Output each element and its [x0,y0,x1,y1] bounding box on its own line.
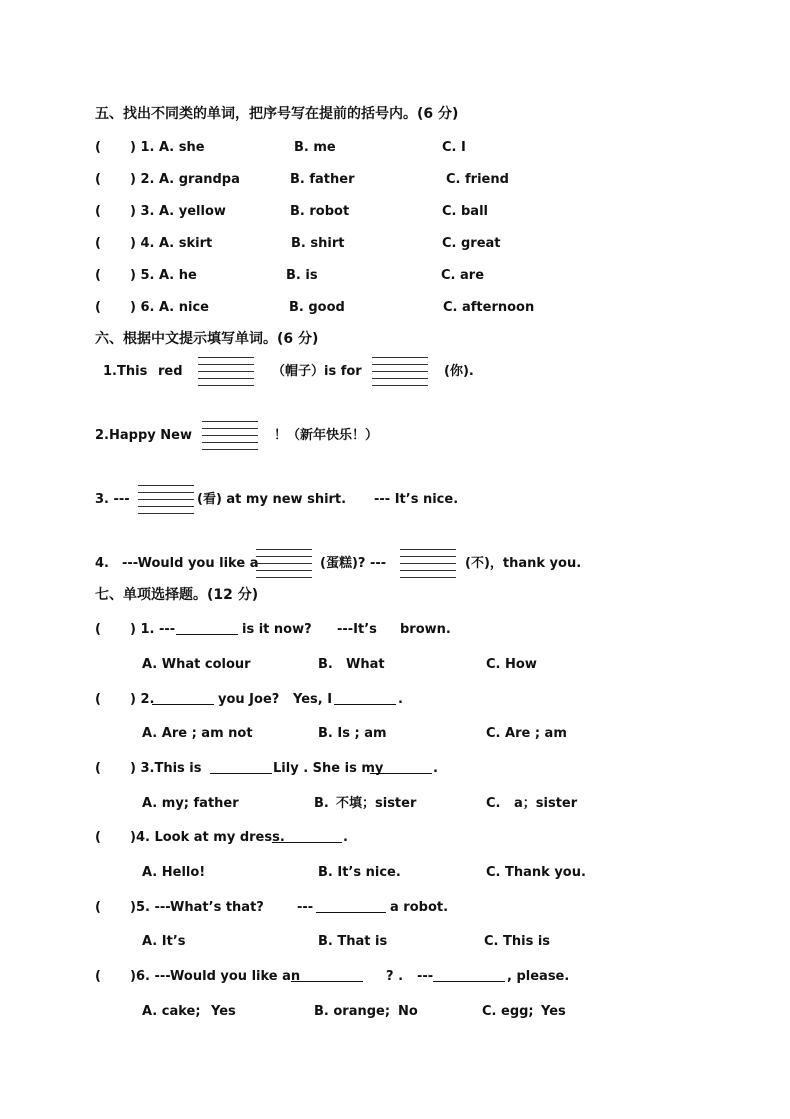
option-b: B. robot [290,204,350,219]
option-a: A. What colour [142,657,251,672]
question-text: ? . [386,969,404,984]
option-c: C. [486,796,501,811]
question-text: )5. ---What’s that? [130,900,264,915]
answer-bracket[interactable]: ( [95,236,101,251]
option-c: C. egg; [482,1004,534,1019]
question-text: ) 3. A. yellow [130,204,226,219]
answer-bracket[interactable]: ( [95,204,101,219]
fill-q4-text-3: (不)，thank you. [465,556,582,571]
writing-lines-cake[interactable] [256,549,312,579]
answer-blank[interactable] [316,900,386,913]
question-text: ) 1. --- [130,622,176,637]
question-text: ) 2. [130,692,155,707]
question-text: --- [417,969,434,984]
answer-blank[interactable] [334,692,396,705]
question-text: ) 3.This is [130,761,202,776]
option-b: B. [318,657,333,672]
question-text: ) 4. A. skirt [130,236,213,251]
section5-heading: 五、找出不同类的单词，把序号写在提前的括号内。(6 分) [95,106,459,122]
answer-blank[interactable] [210,761,272,774]
option-a: A. my; father [142,796,239,811]
answer-bracket[interactable]: ( [95,268,101,283]
fill-q1-text-2: red [158,364,183,379]
option-b: B. shirt [291,236,345,251]
fill-q4-text-2: (蛋糕)? --- [320,556,387,571]
answer-blank[interactable] [370,761,432,774]
question-text: a robot. [390,900,449,915]
option-b-text: What [346,657,385,672]
answer-blank[interactable] [152,692,214,705]
question-text: ) 6. A. nice [130,300,209,315]
question-text: . [343,830,348,845]
fill-q3-text-1: 3. --- [95,492,130,507]
option-b: B. orange; [314,1004,391,1019]
fill-q2-text-2: ！（新年快乐！） [274,428,379,443]
fill-q1-text-1: 1.This [103,364,148,379]
answer-blank[interactable] [272,830,342,843]
answer-bracket[interactable]: ( [95,300,101,315]
question-text: Lily . She is my [273,761,384,776]
option-c: C. Thank you. [486,865,586,880]
option-a-text: Yes [211,1004,236,1019]
answer-blank[interactable] [291,969,363,982]
question-text: . [398,692,403,707]
question-text: brown. [400,622,451,637]
option-c-text: a；sister [514,796,578,811]
question-text: is it now? [242,622,312,637]
fill-q4-text-1: ---Would you like a [122,556,259,571]
question-text: ) 5. A. he [130,268,197,283]
option-a: A. It’s [142,934,186,949]
writing-lines-no[interactable] [400,549,456,579]
option-b: B. It’s nice. [318,865,401,880]
option-a: A. Are ; am not [142,726,253,741]
answer-bracket[interactable]: ( [95,900,101,915]
question-text: ) 2. A. grandpa [130,172,240,187]
question-text: , please. [507,969,570,984]
question-text: . [433,761,438,776]
option-b: B. me [294,140,336,155]
option-b: B. good [289,300,345,315]
answer-blank[interactable] [176,622,238,635]
writing-lines-hat[interactable] [198,357,254,387]
writing-lines-you[interactable] [372,357,428,387]
option-c: C. great [442,236,501,251]
option-c: C. ball [442,204,488,219]
question-text: Yes, I [293,692,333,707]
answer-bracket[interactable]: ( [95,830,101,845]
answer-bracket[interactable]: ( [95,172,101,187]
option-c: C. are [441,268,485,283]
question-text: )4. Look at my dress. [130,830,285,845]
writing-lines-look[interactable] [138,485,194,515]
question-text: ) 1. A. she [130,140,205,155]
option-c: C. I [442,140,466,155]
option-b: B. That is [318,934,388,949]
answer-bracket[interactable]: ( [95,969,101,984]
answer-bracket[interactable]: ( [95,140,101,155]
option-b-text: 不填；sister [336,796,417,811]
answer-bracket[interactable]: ( [95,622,101,637]
question-text: you Joe? [218,692,280,707]
section7-heading: 七、单项选择题。(12 分) [95,587,259,603]
fill-q1-text-3: （帽子）is for [272,364,362,379]
option-b: B. is [286,268,318,283]
question-text: --- [297,900,314,915]
fill-q2-text-1: 2.Happy New [95,428,192,443]
question-text: )6. ---Would you like an [130,969,301,984]
option-b: B. Is ; am [318,726,387,741]
answer-bracket[interactable]: ( [95,761,101,776]
section6-heading: 六、根据中文提示填写单词。(6 分) [95,331,319,347]
option-b: B. father [290,172,355,187]
option-c: C. friend [446,172,509,187]
answer-blank[interactable] [433,969,505,982]
option-c: C. Are ; am [486,726,567,741]
fill-q3-text-2: (看) at my new shirt. [197,492,347,507]
option-b-text: No [398,1004,418,1019]
option-c: C. How [486,657,537,672]
option-c: C. This is [484,934,551,949]
fill-q3-text-3: --- It’s nice. [374,492,459,507]
fill-q4-number: 4. [95,556,109,571]
option-a: A. cake; [142,1004,201,1019]
fill-q1-text-4: (你). [444,364,474,379]
option-c-text: Yes [541,1004,566,1019]
option-b: B. [314,796,329,811]
option-c: C. afternoon [443,300,535,315]
question-text: ---It’s [337,622,377,637]
writing-lines-year[interactable] [202,421,258,451]
answer-bracket[interactable]: ( [95,692,101,707]
option-a: A. Hello! [142,865,206,880]
